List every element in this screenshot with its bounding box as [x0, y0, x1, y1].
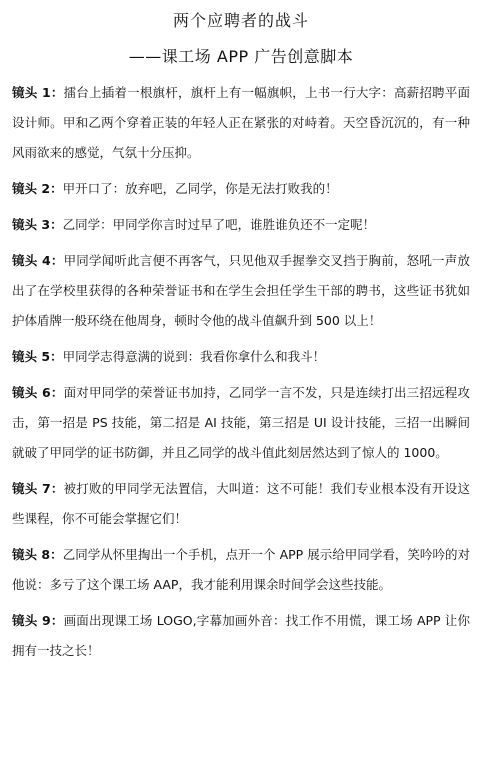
- scene-list: [12, 78, 470, 666]
- scene-label: 镜头 4: [12, 253, 51, 268]
- document-subtitle: ——课工场 APP 广告创意脚本: [128, 47, 354, 66]
- scene-label: 镜头 3: [12, 217, 51, 232]
- scene-paragraph: 镜头 5：甲同学志得意满的说到：我看你拿什么和我斗！: [12, 349, 326, 364]
- document-title: 两个应聘者的战斗: [172, 11, 309, 30]
- scene-text: 乙同学从怀里掏出一个手机，点开一个 APP 展示给甲同学看，笑吟吟的对他说：多亏了这个课工场 AAP，我才能利用课余时间学会这些技能。: [12, 547, 470, 592]
- scene-label: 镜头 2: [12, 181, 51, 196]
- scene-paragraph: 镜头 6：面对甲同学的荣誉证书加持，乙同学一言不发，只是连续打出三招远程攻击，第一招是 PS 技能，第二招是 AI 技能，第三招是 UI 设计技能，三招一出瞬间就破了甲同学的证书防御，并且乙同学的战斗值此刻居然达到了惊人的 1000。: [12, 385, 470, 460]
- scene-label: 镜头 5: [12, 349, 51, 364]
- scene-label: 镜头 9: [12, 613, 51, 628]
- scene-paragraph: 镜头 8：乙同学从怀里掏出一个手机，点开一个 APP 展示给甲同学看，笑吟吟的对他说：多亏了这个课工场 AAP，我才能利用课余时间学会这些技能。: [12, 547, 470, 592]
- scene-paragraph: 镜头 4：甲同学闻听此言便不再客气，只见他双手握拳交叉挡于胸前，怒吼一声放出了在学校里获得的各种荣誉证书和在学生会担任学生干部的聘书，这些证书犹如护体盾牌一般环绕在他周身，顿时令他的战斗值飙升到 500 以上！: [12, 253, 470, 328]
- scene-paragraph: 镜头 3：乙同学：甲同学你言时过早了吧，谁胜谁负还不一定呢！: [12, 217, 376, 232]
- scene-text: 甲同学闻听此言便不再客气，只见他双手握拳交叉挡于胸前，怒吼一声放出了在学校里获得的各种荣誉证书和在学生会担任学生干部的聘书，这些证书犹如护体盾牌一般环绕在他周身，顿时令他的战斗值飙升到 500 以上！: [12, 253, 470, 328]
- scene-paragraph: 镜头 7：被打败的甲同学无法置信，大叫道：这不可能！我们专业根本没有开设这些课程，你不可能会掌握它们！: [12, 481, 470, 526]
- scene-text: 甲开口了：放弃吧，乙同学，你是无法打败我的！: [62, 181, 338, 196]
- scene-text: 被打败的甲同学无法置信，大叫道：这不可能！我们专业根本没有开设这些课程，你不可能会掌握它们！: [12, 481, 470, 526]
- scene-paragraph: 镜头 1：擂台上插着一根旗杆，旗杆上有一幅旗帜，上书一行大字：高薪招聘平面设计师。甲和乙两个穿着正装的年轻人正在紧张的对峙着。天空昏沉沉的，有一种风雨欲来的感觉，气氛十分压抑。: [12, 85, 470, 160]
- scene-text: 甲同学志得意满的说到：我看你拿什么和我斗！: [62, 349, 326, 364]
- scene-text: 擂台上插着一根旗杆，旗杆上有一幅旗帜，上书一行大字：高薪招聘平面设计师。甲和乙两个穿着正装的年轻人正在紧张的对峙着。天空昏沉沉的，有一种风雨欲来的感觉，气氛十分压抑。: [12, 85, 470, 160]
- scene-label: 镜头 7: [12, 481, 51, 496]
- scene-text: 画面出现课工场 LOGO,字幕加画外音：找工作不用慌，课工场 APP 让你拥有一技之长！: [12, 613, 470, 658]
- scene-paragraph: 镜头 9：画面出现课工场 LOGO,字幕加画外音：找工作不用慌，课工场 APP 让你拥有一技之长！: [12, 613, 470, 658]
- scene-text: 乙同学：甲同学你言时过早了吧，谁胜谁负还不一定呢！: [62, 217, 376, 232]
- scene-label: 镜头 8: [12, 547, 51, 562]
- scene-label: 镜头 1: [12, 85, 51, 100]
- scene-text: 面对甲同学的荣誉证书加持，乙同学一言不发，只是连续打出三招远程攻击，第一招是 PS 技能，第二招是 AI 技能，第三招是 UI 设计技能，三招一出瞬间就破了甲同学的证书防御，并且乙同学的战斗值此刻居然达到了惊人的 1000。: [12, 385, 470, 460]
- scene-label: 镜头 6: [12, 385, 51, 400]
- scene-paragraph: 镜头 2：甲开口了：放弃吧，乙同学，你是无法打败我的！: [12, 181, 338, 196]
